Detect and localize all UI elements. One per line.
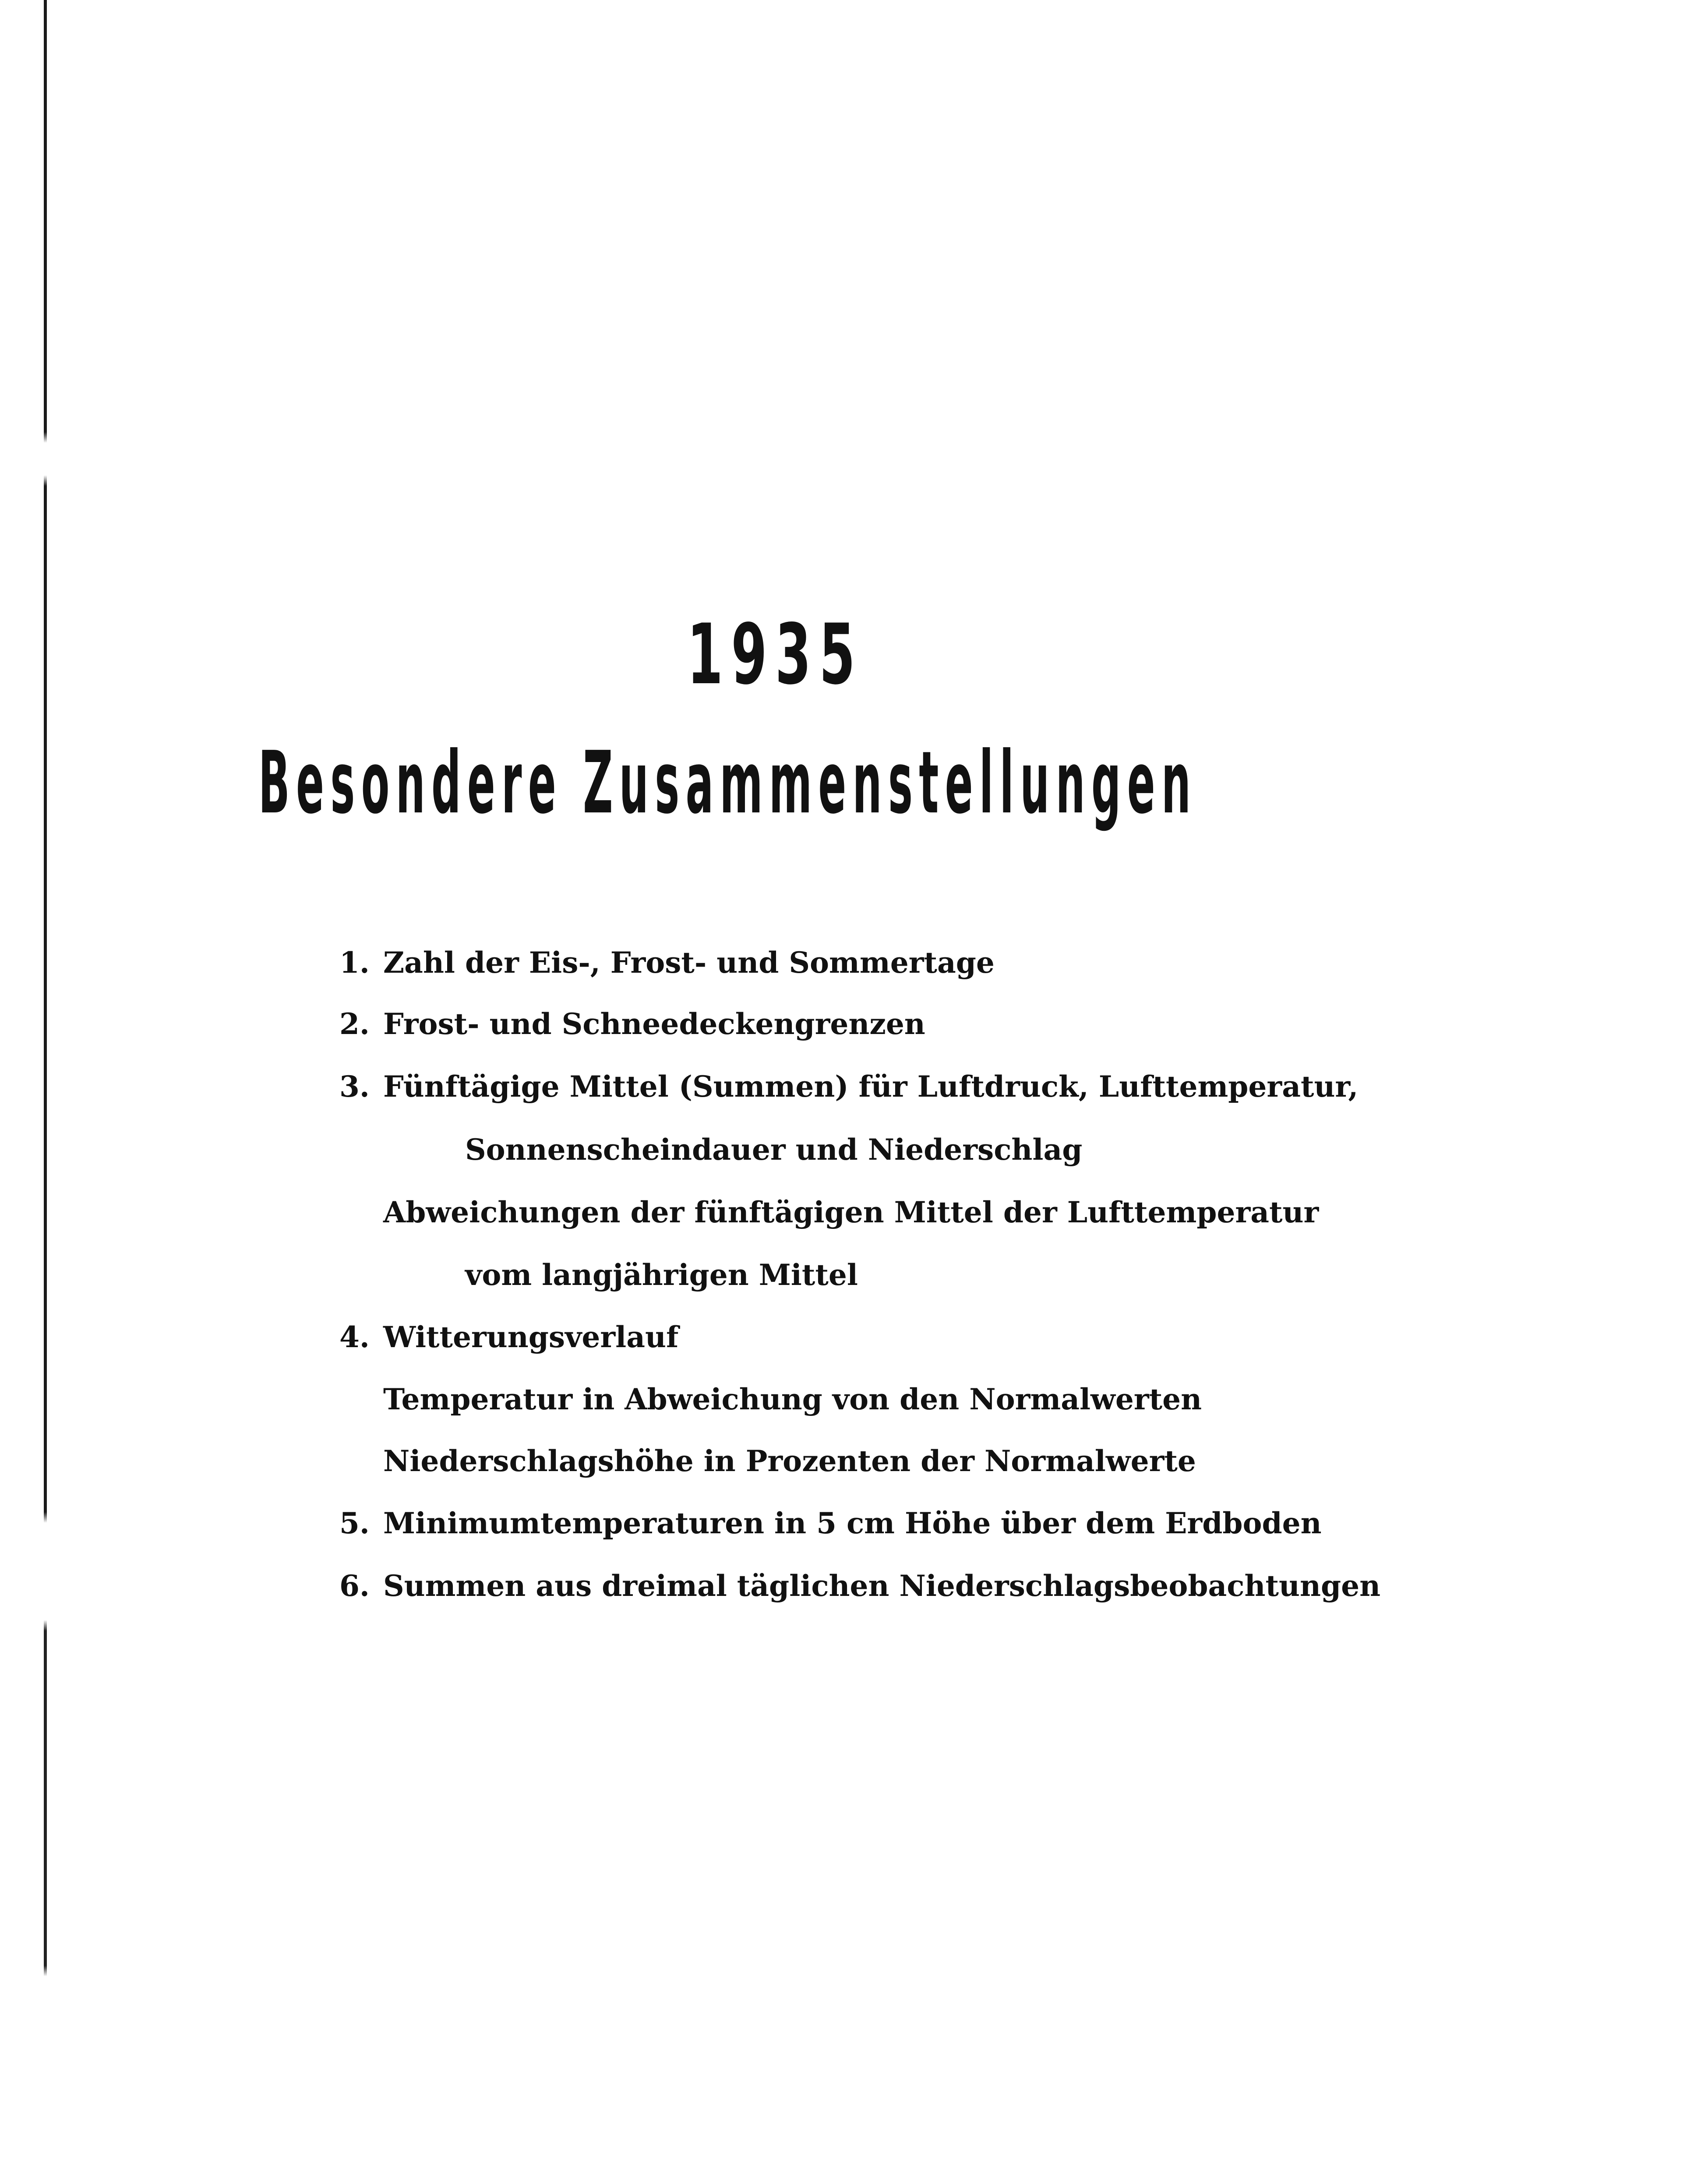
list-subitem: Niederschlagshöhe in Prozenten der Normalwerte [383, 1444, 1196, 1478]
list-item: Zahl der Eis-, Frost- und Sommertage [383, 946, 995, 980]
list-item-continuation: Sonnenscheindauer und Niederschlag [465, 1133, 1083, 1167]
item-number: 5. [339, 1506, 370, 1540]
list-item: Summen aus dreimal täglichen Niederschlagsbeobachtungen [383, 1569, 1381, 1603]
item-number: 6. [339, 1569, 370, 1603]
item-number: 4. [339, 1320, 370, 1354]
list-item: Frost- und Schneedeckengrenzen [383, 1007, 925, 1041]
item-number: 2. [339, 1007, 370, 1041]
list-subitem: Abweichungen der fünftägigen Mittel der Lufttemperatur [383, 1195, 1319, 1229]
item-number: 3. [339, 1069, 370, 1104]
list-subitem-continuation: vom langjährigen Mittel [465, 1258, 858, 1292]
list-item: Minimumtemperaturen in 5 cm Höhe über dem Erdboden [383, 1506, 1322, 1540]
item-number: 1. [339, 946, 370, 980]
year-heading: 1935 [687, 606, 864, 703]
list-item: Fünftägige Mittel (Summen) für Luftdruck, Lufttemperatur, [383, 1069, 1359, 1104]
page-title: Besondere Zusammenstellungen [258, 733, 1197, 833]
list-subitem: Temperatur in Abweichung von den Normalwerten [383, 1382, 1202, 1416]
list-item: Witterungsverlauf [383, 1320, 679, 1354]
